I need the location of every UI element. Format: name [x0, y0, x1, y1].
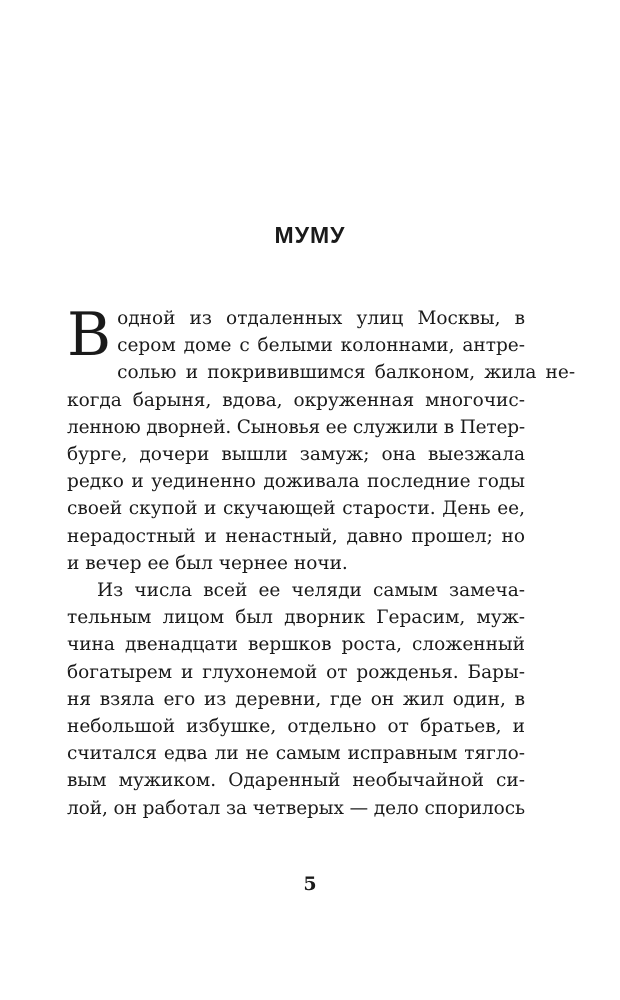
text-line: сером доме с белыми колоннами, антре-: [117, 335, 525, 357]
text-line: считался едва ли не самым исправным тягло-: [67, 743, 525, 765]
chapter-title: МУМУ: [274, 222, 346, 248]
text-line: тельным лицом был дворник Герасим, муж-: [67, 607, 525, 629]
text-line: солью и покривившимся балконом, жила не-: [117, 362, 576, 384]
text-line: ня взяла его из деревни, где он жил один, в: [67, 688, 525, 710]
text-line: когда барыня, вдова, окруженная многочис-: [67, 389, 525, 411]
text-line: нерадостный и ненастный, давно прошел; но: [67, 525, 525, 547]
text-line: богатырем и глухонемой от рожденья. Бары-: [67, 661, 525, 683]
text-line-indented: [67, 577, 525, 604]
text-line: ленною дворней. Сыновья ее служили в Петер-: [67, 416, 525, 438]
text-line: небольшой избушке, отдельно от братьев, и: [67, 716, 525, 738]
drop-cap: В: [67, 300, 112, 370]
text-line: чина двенадцати вершков роста, сложенный: [67, 634, 525, 656]
text-line: вым мужиком. Одаренный необычайной си-: [67, 770, 525, 792]
page-number: 5: [303, 873, 317, 895]
text-line-content: Из числа всей ее челяди самым замеча-: [97, 580, 525, 602]
text-line: своей скупой и скучающей старости. День ее,: [67, 498, 525, 520]
text-line: и вечер ее был чернее ночи.: [67, 552, 348, 574]
body-text: [67, 300, 576, 822]
paragraph-2: [67, 577, 525, 822]
text-line: бурге, дочери вышли замуж; она выезжала: [67, 444, 525, 466]
text-line: редко и уединенно доживала последние годы: [67, 471, 525, 493]
text-line: лой, он работал за четверых — дело спорилось: [67, 797, 525, 819]
paragraph-1: [67, 300, 576, 577]
text-line: одной из отдаленных улиц Москвы, в: [117, 308, 525, 329]
